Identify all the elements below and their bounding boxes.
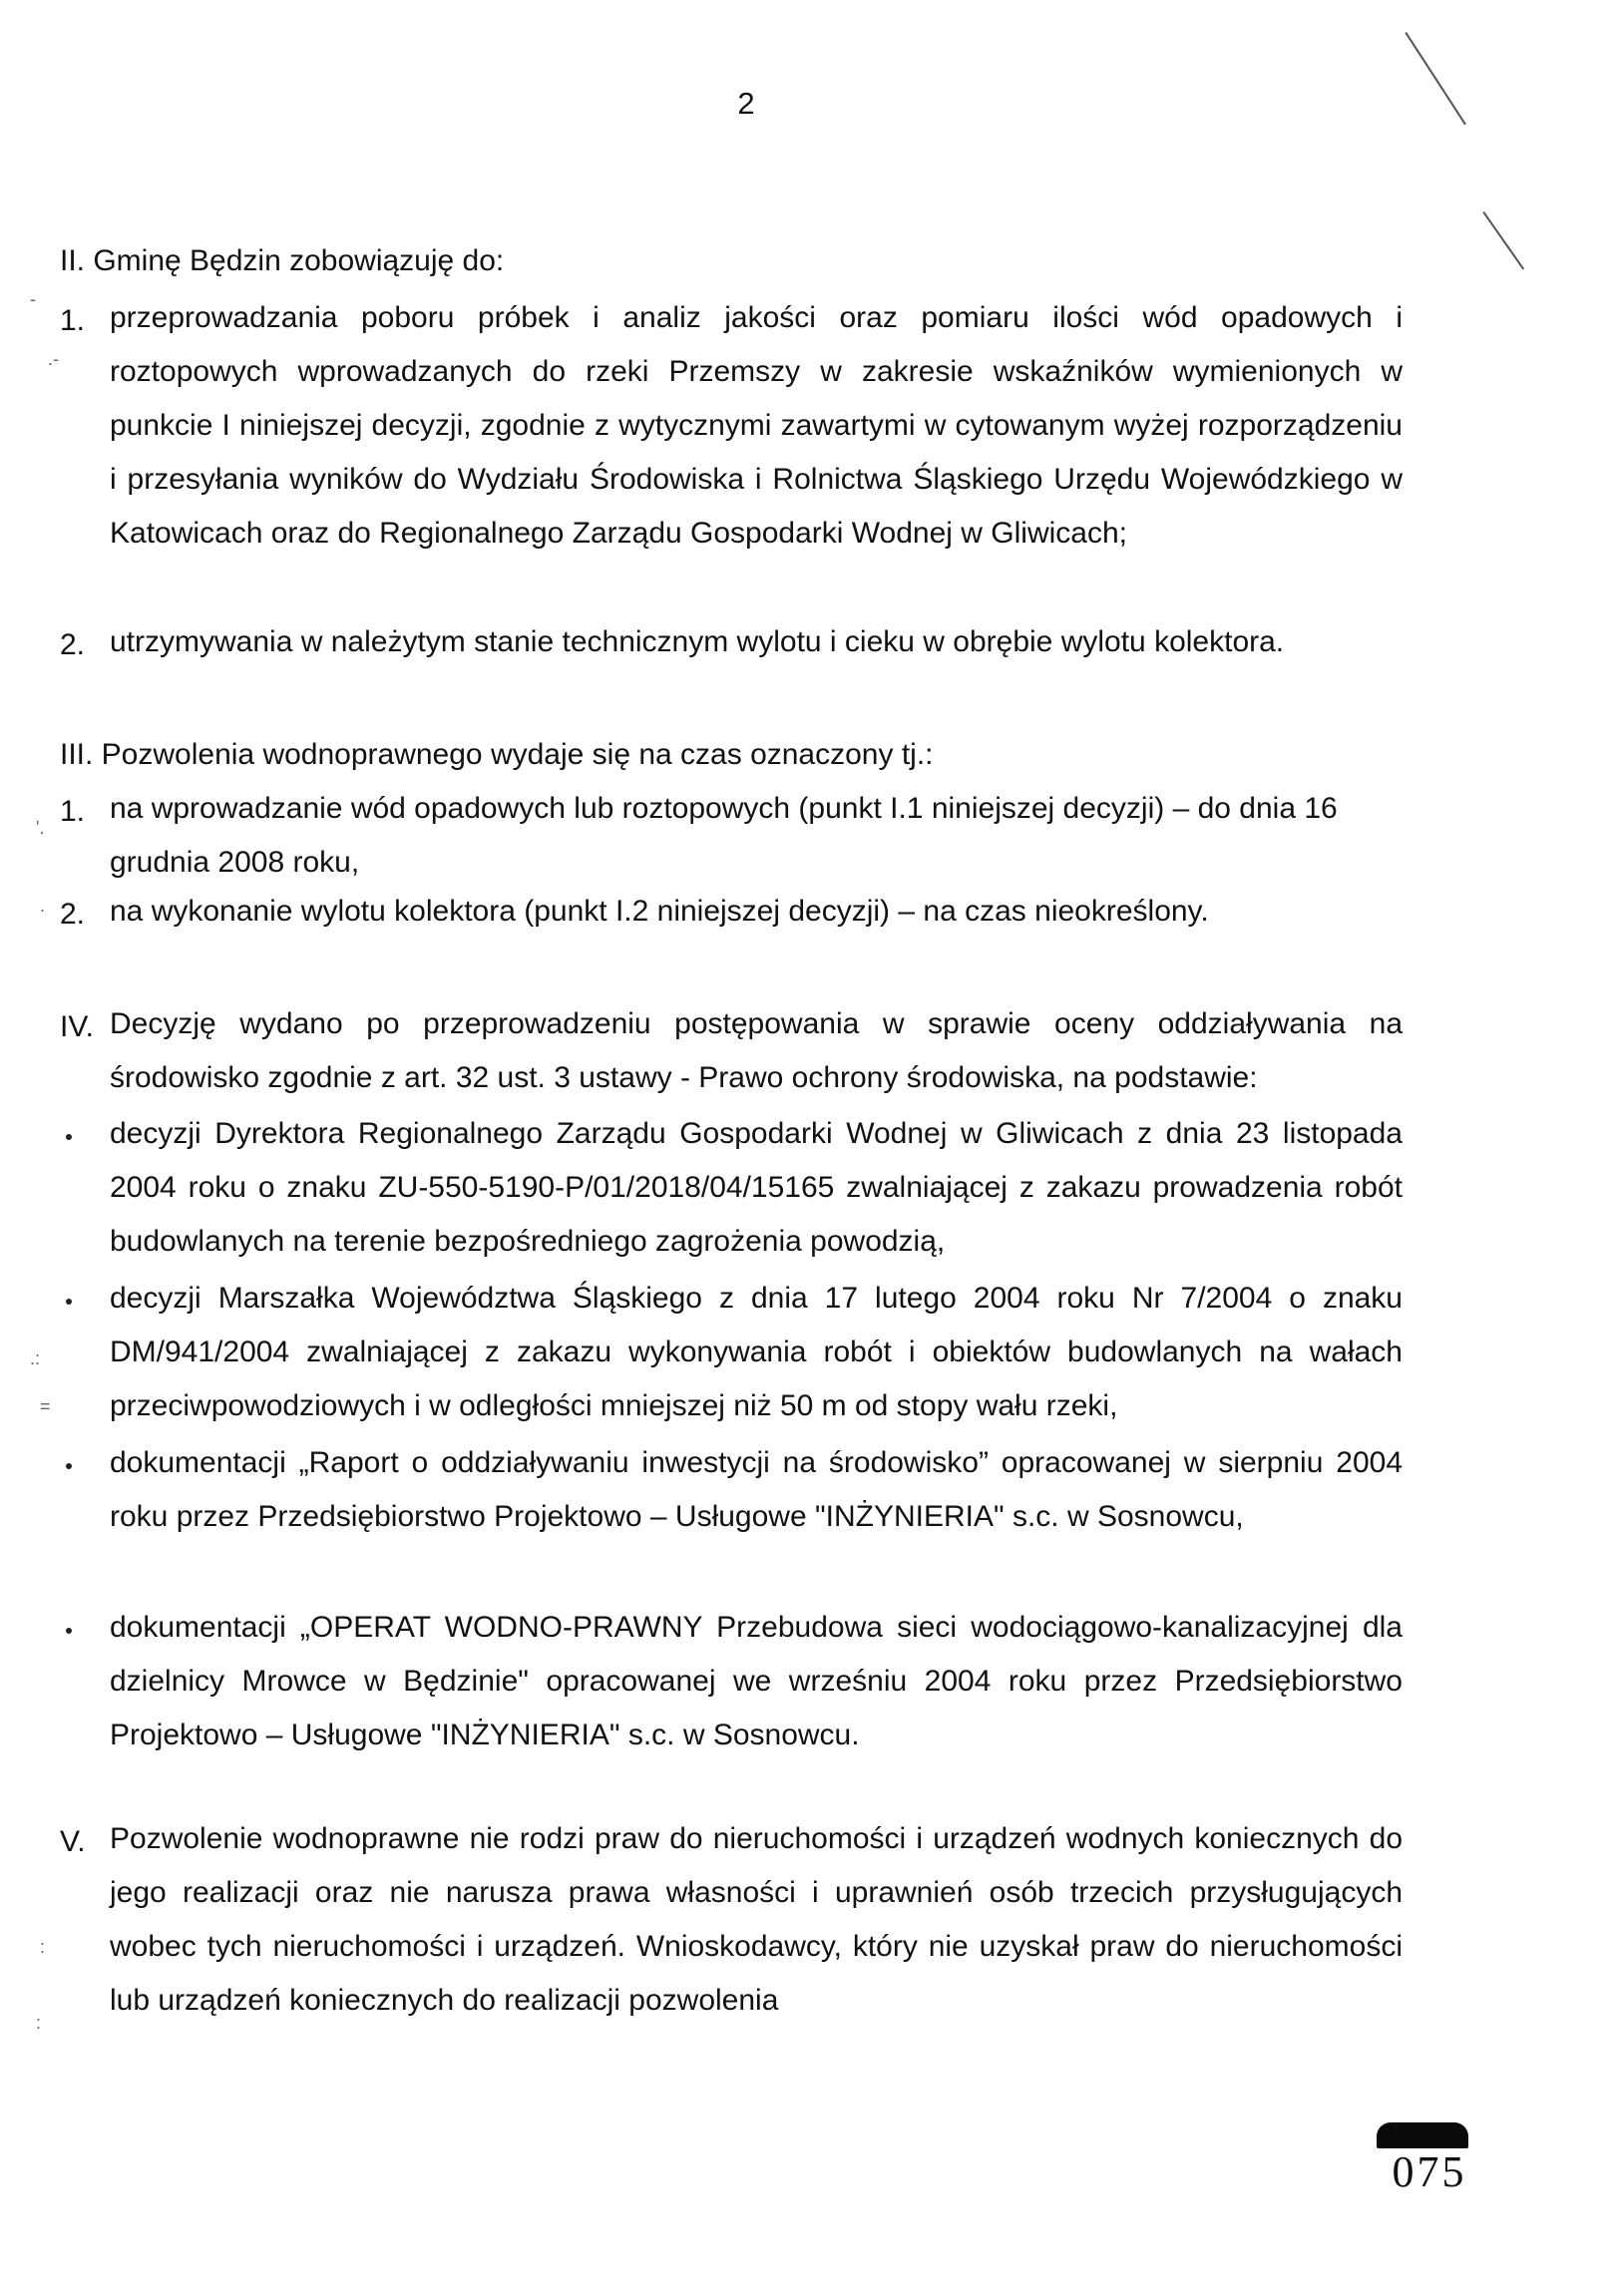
section-iii-item-2-text: na wykonanie wylotu kolektora (punkt I.2 niniejszej decyzji) – na czas nieokreślony. (110, 895, 1209, 928)
section-iv-intro: Decyzję wydano po przeprowadzeniu postępowania w sprawie oceny oddziaływania na środowisko zgodnie z art. 32 ust. 3 ustawy - Prawo ochrony środowiska, na podstawie: (110, 1007, 1403, 1094)
section-iii-item-1-text: na wprowadzanie wód opadowych lub roztopowych (punkt I.1 niniejszej decyzji) – do dnia 16 grudnia 2008 roku, (110, 792, 1338, 879)
section-iv-bullet-3: dokumentacji „Raport o oddziaływaniu inwestycji na środowisko” opracowanej w sierpniu 2004 roku przez Przedsiębiorstwo Projektowo – Usługowe "INŻYNIERIA" s.c. w Sosnowcu, (110, 1446, 1403, 1533)
bullet-dot (66, 1463, 72, 1469)
scan-dot-left: = (40, 1396, 51, 1416)
section-ii-item-1-number: 1. (60, 304, 86, 337)
stamp-mark (1377, 2122, 1468, 2148)
scan-mark-top-right (1406, 32, 1466, 125)
page-stamp-number: 075 (1392, 2147, 1467, 2196)
section-iv-bullet-4: dokumentacji „OPERAT WODNO-PRAWNY Przebudowa sieci wodociągowo-kanalizacyjnej dla dzielnicy Mrowce w Będzinie" opracowanej we wrześniu 2004 roku przez Przedsiębiorstwo Projektowo – Usługowe "INŻYNIERIA" s.c. w Sosnowcu. (110, 1611, 1403, 1751)
bullet-dot (66, 1299, 72, 1305)
scan-mark-right-edge (1483, 211, 1524, 269)
section-iii-heading: III. Pozwolenia wodnoprawnego wydaje się na czas oznaczony tj.: (60, 738, 934, 771)
scan-dot-left: .- (48, 349, 59, 369)
scan-dot-left: - (30, 289, 36, 309)
section-ii-heading: II. Gminę Będzin zobowiązuję do: (60, 244, 505, 277)
section-ii-item-2-text: utrzymywania w należytym stanie technicznym wylotu i cieku w obrębie wylotu kolektora. (110, 625, 1285, 658)
scan-dot-left: . (40, 896, 46, 916)
section-iv-marker: IV. (60, 1010, 94, 1043)
section-ii-item-1-text: przeprowadzania poboru próbek i analiz jakości oraz pomiaru ilości wód opadowych i roztopowych wprowadzanych do rzeki Przemszy w zakresie wskaźników wymienionych w punkcie I niniejszej decyzji, zgodnie z wytycznymi zawartymi w cytowanym wyżej rozporządzeniu i przesyłania wyników do Wydziału Środowiska i Rolnictwa Śląskiego Urzędu Wojewódzkiego w Katowicach oraz do Regionalnego Zarządu Gospodarki Wodnej w Gliwicach; (110, 301, 1403, 550)
section-ii-item-2-number: 2. (60, 628, 86, 661)
section-iv-bullet-1: decyzji Dyrektora Regionalnego Zarządu Gospodarki Wodnej w Gliwicach z dnia 23 listopada 2004 roku o znaku ZU-550-5190-P/01/2018/04/15165 zwalniającej z zakazu prowadzenia robót budowlanych na terenie bezpośredniego zagrożenia powodzią, (110, 1117, 1403, 1258)
section-iii-item-1-number: 1. (60, 795, 86, 828)
section-v-marker: V. (60, 1825, 86, 1858)
section-iv-bullet-2: decyzji Marszałka Województwa Śląskiego z dnia 17 lutego 2004 roku Nr 7/2004 o znaku DM/941/2004 zwalniającej z zakazu wykonywania robót i obiektów budowlanych na wałach przeciwpowodziowych i w odległości mniejszej niż 50 m od stopy wału rzeki, (110, 1282, 1403, 1422)
bullet-dot (66, 1628, 72, 1634)
scan-dot-left: '. (36, 818, 45, 838)
section-v-text: Pozwolenie wodnoprawne nie rodzi praw do nieruchomości i urządzeń wodnych koniecznych do jego realizacji oraz nie narusza prawa własności i uprawnień osób trzecich przysługujących wobec tych nieruchomości i urządzeń. Wnioskodawcy, który nie uzyskał praw do nieruchomości lub urządzeń koniecznych do realizacji pozwolenia (110, 1822, 1403, 2017)
section-iii-item-2-number: 2. (60, 898, 86, 931)
page-number: 2 (737, 86, 755, 121)
scan-dot-left: : (36, 2013, 42, 2033)
bullet-dot (66, 1134, 72, 1140)
scan-dot-left: : (40, 1937, 46, 1957)
scan-dot-left: .: (30, 1348, 41, 1368)
